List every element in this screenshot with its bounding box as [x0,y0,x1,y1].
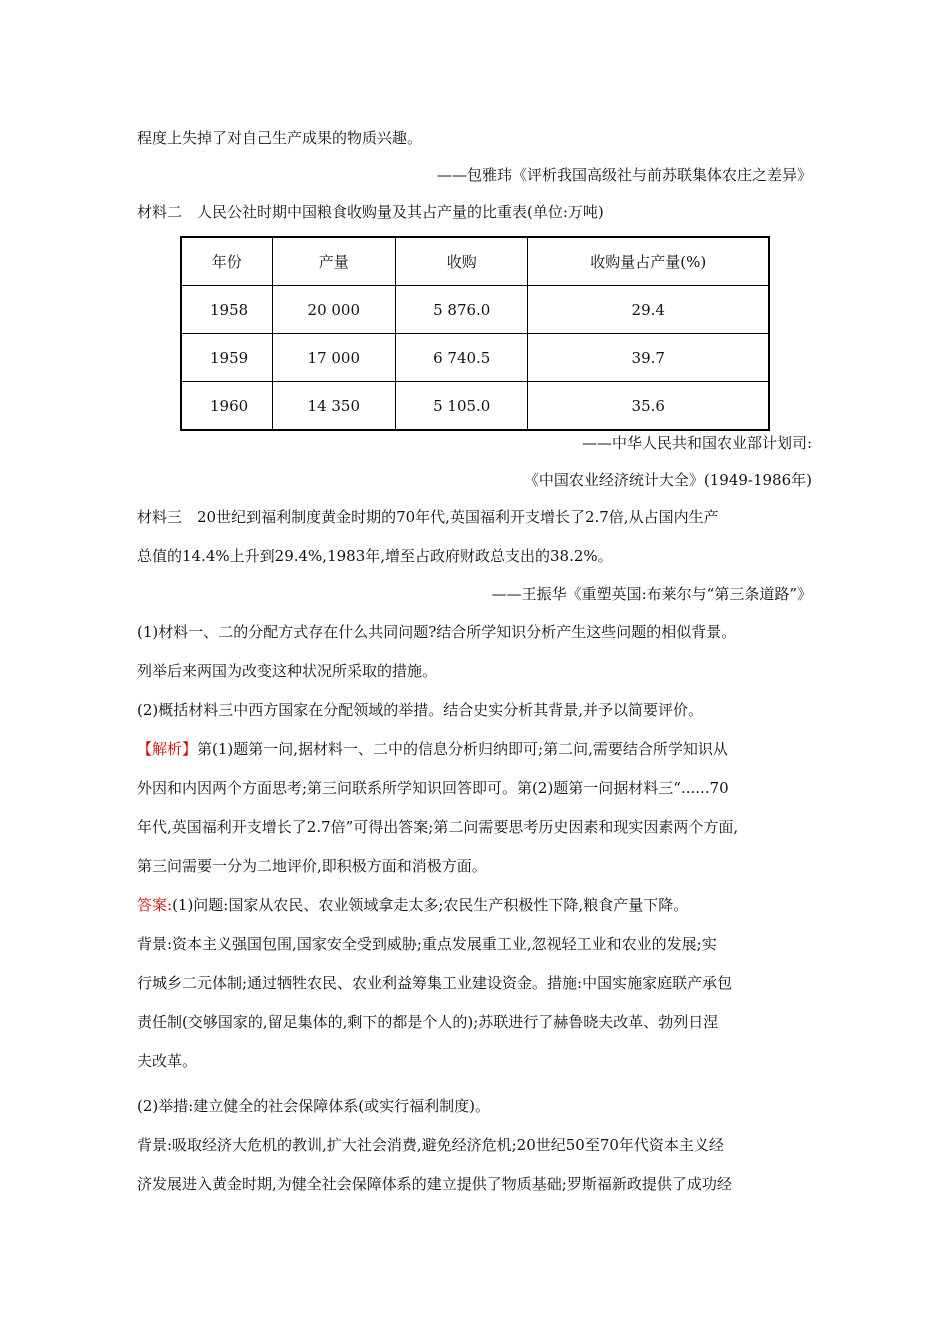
material-three-line-1: 材料三 20世纪到福利制度黄金时期的70年代,英国福利开支增长了2.7倍,从占国内生产 [137,508,719,526]
material-one-tail: 程度上失掉了对自己生产成果的物质兴趣。 [137,129,423,147]
question-1-line-1: (1)材料一、二的分配方式存在什么共同问题?结合所学知识分析产生这些问题的相似背景。 [137,623,737,641]
answer-line-8: 济发展进入黄金时期,为健全社会保障体系的建立提供了物质基础;罗斯福新政提供了成功经 [137,1175,732,1193]
material-two-title: 材料二 人民公社时期中国粮食收购量及其占产量的比重表(单位:万吨) [137,203,604,221]
analysis-line-3: 年代,英国福利开支增长了2.7倍”可得出答案;第二问需要思考历史因素和现实因素两个方面, [137,818,739,836]
grain-purchase-table [180,236,770,431]
table-cell-year: 1960 [181,382,272,431]
table-cell-output: 20 000 [272,286,395,334]
table-header-cell: 收购 [395,237,527,286]
table-cell-ratio: 29.4 [528,286,769,334]
question-2: (2)概括材料三中西方国家在分配领域的举措。结合史实分析其背景,并予以简要评价。 [137,701,704,719]
material-two-source-line-1: ——中华人民共和国农业部计划司: [581,434,812,452]
table-cell-year: 1958 [181,286,272,334]
answer-line-5: 夫改革。 [137,1052,198,1070]
answer-line-3: 行城乡二元体制;通过牺牲农民、农业利益筹集工业建设资金。措施:中国实施家庭联产承包 [137,974,733,992]
material-one-source: ——包雅玮《评析我国高级社与前苏联集体农庄之差异》 [436,166,812,184]
table-cell-ratio: 39.7 [528,334,769,382]
answer-label: 答案: [137,896,173,914]
table-cell-ratio: 35.6 [528,382,769,431]
material-two-source-line-2: 《中国农业经济统计大全》(1949-1986年) [523,471,812,489]
answer-line-7: 背景:吸取经济大危机的教训,扩大社会消费,避免经济危机;20世纪50至70年代资本主义经 [137,1136,724,1154]
table-cell-output: 17 000 [272,334,395,382]
answer-line-6: (2)举措:建立健全的社会保障体系(或实行福利制度)。 [137,1097,491,1115]
table-header-row [181,237,769,286]
analysis-label: 【解析】 [137,740,198,758]
analysis-line-4: 第三问需要一分为二地评价,即积极方面和消极方面。 [137,857,487,875]
table-cell-year: 1959 [181,334,272,382]
answer-text: (1)问题:国家从农民、农业领域拿走太多;农民生产积极性下降,粮食产量下降。 [172,896,689,914]
analysis-text: 第(1)题第一问,据材料一、二中的信息分析归纳即可;第二问,需要结合所学知识从 [197,740,728,758]
table-row [181,286,769,334]
table-cell-purchase: 5 876.0 [395,286,527,334]
table-cell-output: 14 350 [272,382,395,431]
answer-line-1 [137,895,688,915]
material-three-line-2: 总值的14.4%上升到29.4%,1983年,增至占政府财政总支出的38.2%。 [137,547,613,565]
material-three-source: ——王振华《重塑英国:布莱尔与“第三条道路”》 [491,585,812,603]
table-row [181,334,769,382]
analysis-line-2: 外因和内因两个方面思考;第三问联系所学知识回答即可。第(2)题第一问据材料三“......70 [137,779,729,797]
analysis-line-1 [137,739,728,759]
table-cell-purchase: 5 105.0 [395,382,527,431]
table-cell-purchase: 6 740.5 [395,334,527,382]
answer-line-2: 背景:资本主义强国包围,国家安全受到威胁;重点发展重工业,忽视轻工业和农业的发展;实 [137,935,717,953]
table-header-cell: 产量 [272,237,395,286]
table-header-cell: 收购量占产量(%) [528,237,769,286]
table-header-cell: 年份 [181,237,272,286]
answer-line-4: 责任制(交够国家的,留足集体的,剩下的都是个人的);苏联进行了赫鲁晓夫改革、勃列日涅 [137,1013,719,1031]
question-1-line-2: 列举后来两国为改变这种状况所采取的措施。 [137,662,438,680]
table-row [181,382,769,431]
